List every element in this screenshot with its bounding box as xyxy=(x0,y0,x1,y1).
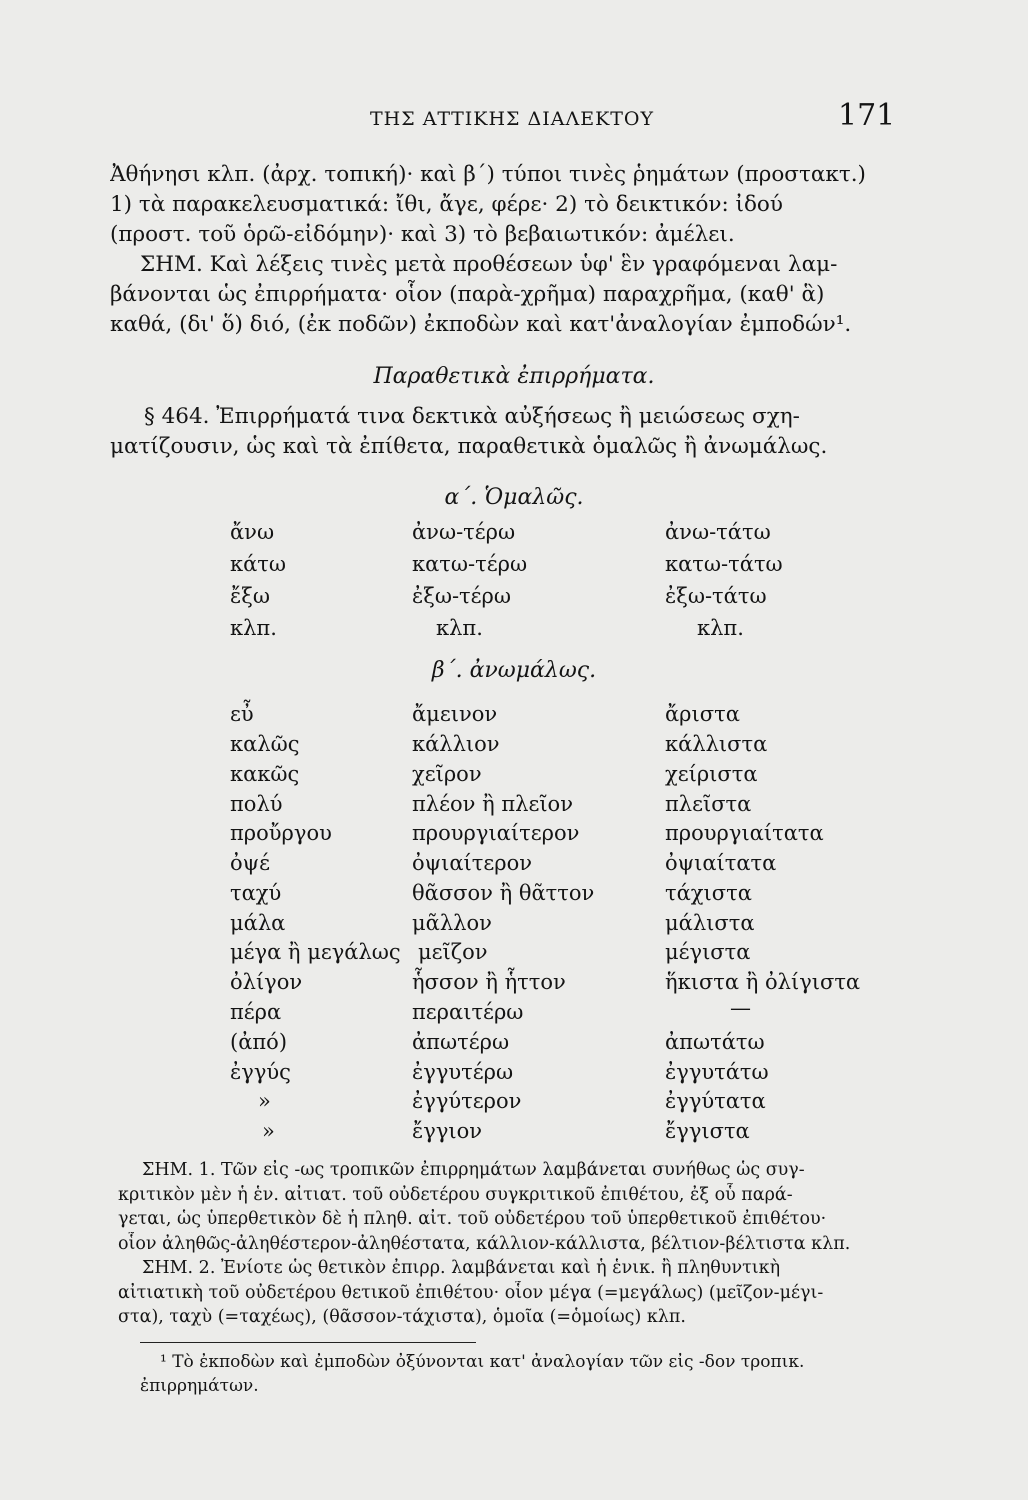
superlative-form: πλεῖστα xyxy=(665,792,752,816)
positive-form: πέρα xyxy=(230,1000,282,1024)
note-line: γεται, ὡς ὑπερθετικὸν δὲ ἡ πληθ. αἰτ. τοῦ οὐδετέρου τοῦ ὑπερθετικοῦ ἐπιθέτου· xyxy=(118,1209,827,1229)
note-line: αἰτιατικὴ τοῦ οὐδετέρου θετικοῦ ἐπιθέτου· οἷον μέγα (=μεγάλως) (μεῖζον-μέγι- xyxy=(118,1282,824,1303)
superlative-form: χείριστα xyxy=(665,762,758,786)
superlative-form: τάχιστα xyxy=(665,881,752,905)
positive-form: ὀψέ xyxy=(230,851,270,875)
comparative-form: προυργιαίτερον xyxy=(412,821,580,845)
comparative-form: μᾶλλον xyxy=(412,911,492,935)
text-line: (προστ. τοῦ ὁρῶ-εἰδόμην)· καὶ 3) τὸ βεβαιωτικόν: ἀμέλει. xyxy=(110,222,735,247)
superlative-form: ἀνω-τάτω xyxy=(665,520,771,544)
positive-form: πολύ xyxy=(230,792,283,816)
comparative-form: ἀνω-τέρω xyxy=(412,520,516,544)
comparative-form: μεῖζον xyxy=(418,940,488,964)
superlative-form: ὀψιαίτατα xyxy=(665,851,777,875)
superlative-form: ἀπωτάτω xyxy=(665,1030,765,1054)
positive-form: μέγα ἢ μεγάλως xyxy=(230,940,401,964)
irregular-heading: β΄. ἀνωμάλως. xyxy=(431,658,597,683)
superlative-form: κάλλιστα xyxy=(665,732,768,756)
comparative-form: ἐγγύτερον xyxy=(412,1089,522,1113)
positive-form: (ἀπό) xyxy=(230,1030,288,1054)
positive-form: κλπ. xyxy=(230,616,277,640)
positive-form: ἐγγύς xyxy=(230,1060,291,1084)
comparative-form: κάλλιον xyxy=(412,732,500,756)
comparative-form: χεῖρον xyxy=(412,762,482,786)
positive-form: ἔξω xyxy=(230,584,270,608)
notes-block xyxy=(118,1158,918,1330)
superlative-form: προυργιαίτατα xyxy=(665,821,824,845)
positive-form: ὀλίγον xyxy=(230,970,303,994)
superlative-form: ἐξω-τάτω xyxy=(665,584,767,608)
note-line: ΣΗΜ. 2. Ἐνίοτε ὡς θετικὸν ἐπιρρ. λαμβάνεται καὶ ἡ ἑνικ. ἢ πληθυντικὴ xyxy=(142,1258,781,1278)
footnote xyxy=(140,1350,920,1398)
note-line: ΣΗΜ. Καὶ λέξεις τινὲς μετὰ προθέσεων ὑφ' ἓν γραφόμεναι λαμ- xyxy=(140,252,838,277)
comparative-form: κατω-τέρω xyxy=(412,552,528,576)
superlative-form: ἄριστα xyxy=(665,702,740,726)
note-line: κριτικὸν μὲν ἡ ἑν. αἰτιατ. τοῦ οὐδετέρου συγκριτικοῦ ἐπιθέτου, ἐξ οὗ παρά- xyxy=(118,1184,793,1205)
comparative-form: περαιτέρω xyxy=(412,1000,524,1024)
text-line: 1) τὰ παρακελευσματικά: ἴθι, ἄγε, φέρε· 2) τὸ δεικτικόν: ἰδού xyxy=(110,192,783,217)
positive-form: κακῶς xyxy=(230,762,300,786)
superlative-form: κλπ. xyxy=(697,616,744,640)
comparative-form: ἐξω-τέρω xyxy=(412,584,512,608)
superlative-form: μέγιστα xyxy=(665,940,751,964)
comparative-form: ἄμεινον xyxy=(412,702,498,726)
comparative-form: ἐγγυτέρω xyxy=(412,1060,514,1084)
comparative-form: θᾶσσον ἢ θᾶττον xyxy=(412,881,595,905)
ditto-mark: » xyxy=(262,1119,275,1143)
positive-form: εὖ xyxy=(230,702,254,726)
text-line: ματίζουσιν, ὡς καὶ τὰ ἐπίθετα, παραθετικὰ ὁμαλῶς ἢ ἀνωμάλως. xyxy=(110,434,828,459)
text-line: βάνονται ὡς ἐπιρρήματα· οἷον (παρὰ-χρῆμα) παραχρῆμα, (καθ' ἃ) xyxy=(110,282,825,307)
footnote-line: ¹ Τὸ ἐκποδὼν καὶ ἐμποδὼν ὀξύνονται κατ' ἀναλογίαν τῶν εἰς -δον τροπικ. xyxy=(160,1352,805,1372)
comparative-form: ἧσσον ἢ ἧττον xyxy=(412,970,566,994)
page-number: 171 xyxy=(838,98,896,133)
intro-paragraph xyxy=(110,160,910,340)
superlative-form: ἥκιστα ἢ ὀλίγιστα xyxy=(665,970,861,994)
positive-form: κάτω xyxy=(230,552,287,576)
superlative-form: — xyxy=(730,996,751,1020)
superlative-form: κατω-τάτω xyxy=(665,552,783,576)
section-heading: Παραθετικὰ ἐπιρρήματα. xyxy=(373,364,655,389)
note-line: ΣΗΜ. 1. Τῶν εἰς -ως τροπικῶν ἐπιρρημάτων λαμβάνεται συνήθως ὡς συγ- xyxy=(142,1160,805,1180)
superlative-form: μάλιστα xyxy=(665,911,755,935)
superlative-form: ἔγγιστα xyxy=(665,1119,750,1143)
comparative-form: ὀψιαίτερον xyxy=(412,851,533,875)
text-line: καθά, (δι' ὅ) διό, (ἐκ ποδῶν) ἐκποδὼν καὶ κατ'ἀναλογίαν ἐμποδών¹. xyxy=(110,312,852,337)
superlative-form: ἐγγυτάτω xyxy=(665,1060,769,1084)
positive-form: ἄνω xyxy=(230,520,275,544)
ditto-mark: » xyxy=(258,1089,271,1113)
comparative-form: πλέον ἢ πλεῖον xyxy=(412,792,573,816)
superlative-form: ἐγγύτατα xyxy=(665,1089,766,1113)
comparative-form: ἔγγιον xyxy=(412,1119,483,1143)
running-header xyxy=(0,98,1028,138)
comparative-form: κλπ. xyxy=(436,616,483,640)
footnote-line: ἐπιρρημάτων. xyxy=(140,1376,259,1396)
section-paragraph xyxy=(110,402,910,462)
positive-form: προὔργου xyxy=(230,821,332,845)
positive-form: καλῶς xyxy=(230,732,300,756)
text-line: § 464. Ἐπιρρήματά τινα δεκτικὰ αὐξήσεως ἢ μειώσεως σχη- xyxy=(144,404,800,429)
positive-form: ταχύ xyxy=(230,881,282,905)
footnote-rule xyxy=(140,1342,476,1343)
note-line: οἷον ἀληθῶς-ἀληθέστερον-ἀληθέστατα, κάλλιον-κάλλιστα, βέλτιον-βέλτιστα κλπ. xyxy=(118,1233,851,1254)
comparative-form: ἀπωτέρω xyxy=(412,1030,510,1054)
positive-form: μάλα xyxy=(230,911,286,935)
text-line: Ἀθήνησι κλπ. (ἀρχ. τοπική)· καὶ β΄) τύποι τινὲς ῥημάτων (προστακτ.) xyxy=(110,162,866,187)
header-title: ΤΗΣ ΑΤΤΙΚΗΣ ΔΙΑΛΕΚΤΟΥ xyxy=(370,108,655,130)
note-line: στα), ταχὺ (=ταχέως), (θᾶσσον-τάχιστα), ὁμοῖα (=ὁμοίως) κλπ. xyxy=(118,1307,686,1327)
regular-heading: α΄. Ὁμαλῶς. xyxy=(444,485,584,510)
